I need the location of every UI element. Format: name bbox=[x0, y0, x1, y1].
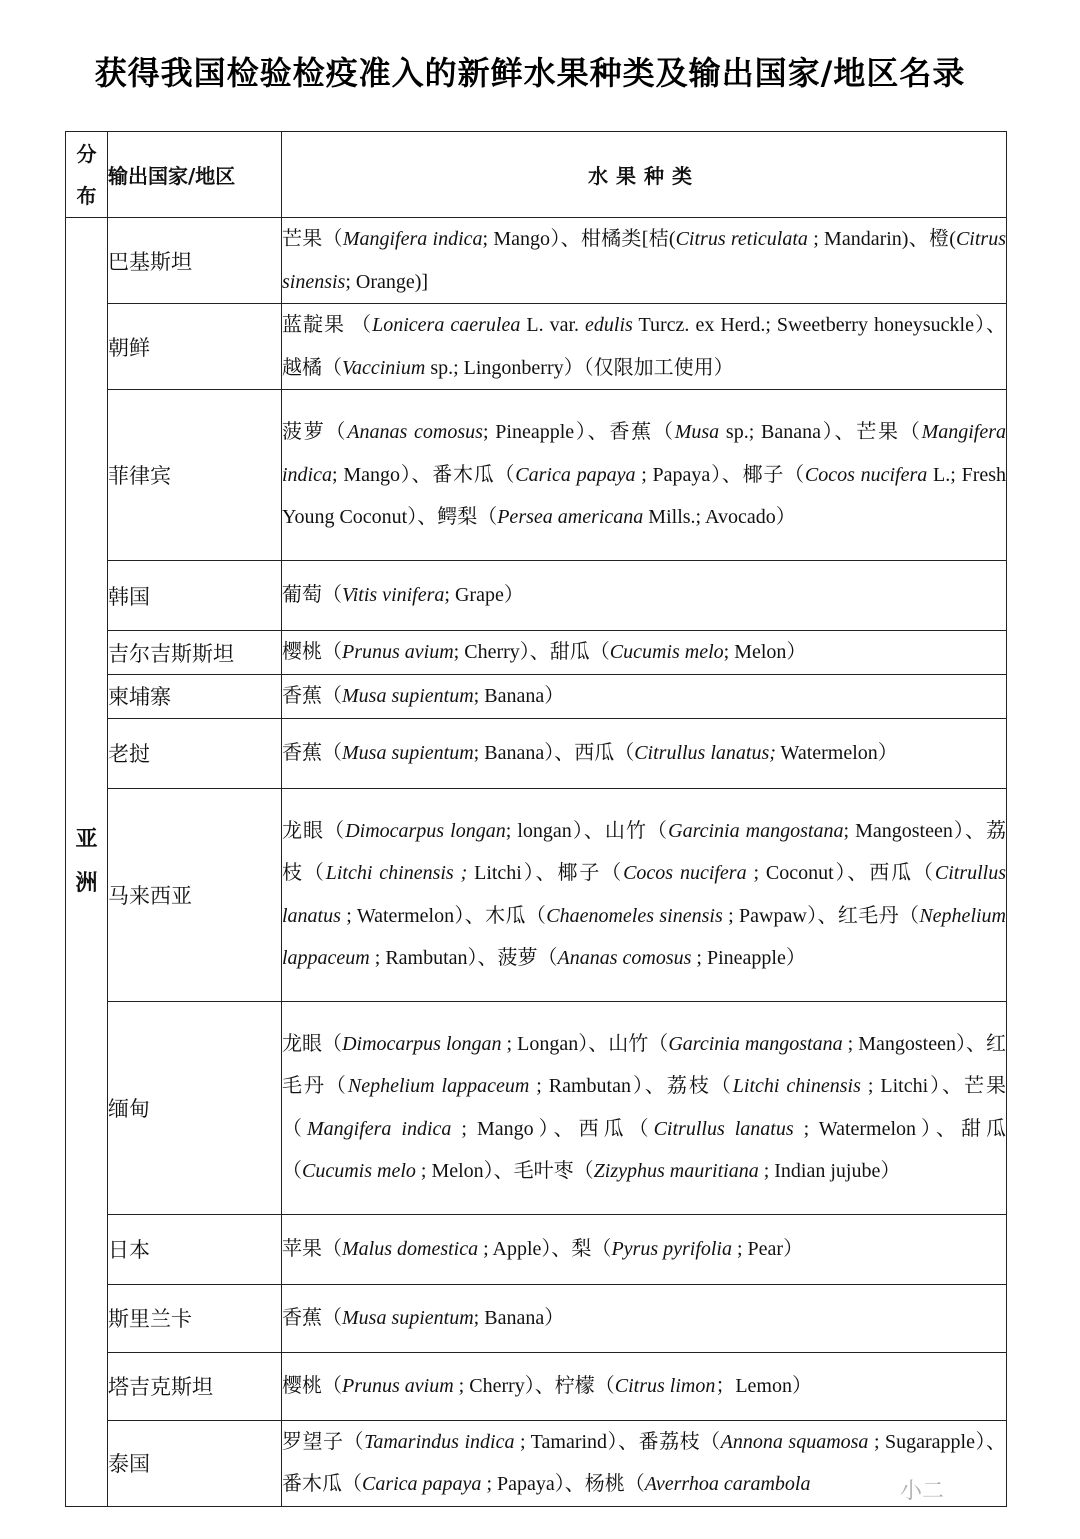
fruit-cell: 樱桃（Prunus avium ; Cherry）、柠檬（Citrus limon；Lemon） bbox=[282, 1352, 1007, 1420]
distribution-header: 分 布 bbox=[66, 132, 108, 218]
region-cell: 亚 洲 bbox=[66, 218, 108, 1507]
fruit-cell: 苹果（Malus domestica ; Apple）、梨（Pyrus pyrifolia ; Pear） bbox=[282, 1214, 1007, 1284]
country-cell: 菲律宾 bbox=[108, 390, 282, 561]
fruit-cell: 龙眼（Dimocarpus longan; longan）、山竹（Garcinia mangostana; Mangosteen）、荔枝（Litchi chinensis ; Litchi）、椰子（Cocos nucifera ; Coconut）、西瓜（Citrullus lanatus ; Watermelon）、木瓜（Chaenomeles sinensis ; Pawpaw）、红毛丹（Nephelium lappaceum ; Rambutan）、菠萝（Ananas comosus ; Pineapple） bbox=[282, 788, 1007, 1001]
country-cell: 斯里兰卡 bbox=[108, 1284, 282, 1352]
table-row bbox=[66, 304, 1007, 390]
table-row bbox=[66, 718, 1007, 788]
table-header-row bbox=[66, 132, 1007, 218]
table-row bbox=[66, 1214, 1007, 1284]
page-title: 获得我国检验检疫准入的新鲜水果种类及输出国家/地区名录 bbox=[94, 54, 966, 92]
country-cell: 韩国 bbox=[108, 561, 282, 631]
country-cell: 缅甸 bbox=[108, 1001, 282, 1214]
table-row bbox=[66, 218, 1007, 304]
table-row bbox=[66, 561, 1007, 631]
fruit-table bbox=[65, 131, 1007, 1507]
country-cell: 朝鲜 bbox=[108, 304, 282, 390]
table-row bbox=[66, 1352, 1007, 1420]
table-row bbox=[66, 675, 1007, 719]
table-row bbox=[66, 1001, 1007, 1214]
country-cell: 柬埔寨 bbox=[108, 675, 282, 719]
fruit-cell: 香蕉（Musa supientum; Banana）、西瓜（Citrullus lanatus; Watermelon） bbox=[282, 718, 1007, 788]
fruit-cell: 香蕉（Musa supientum; Banana） bbox=[282, 1284, 1007, 1352]
country-cell: 老挝 bbox=[108, 718, 282, 788]
country-cell: 马来西亚 bbox=[108, 788, 282, 1001]
fruit-cell: 罗望子（Tamarindus indica ; Tamarind）、番荔枝（Annona squamosa ; Sugarapple）、番木瓜（Carica papaya ; Papaya）、杨桃（Averrhoa carambola bbox=[282, 1420, 1007, 1506]
fruit-cell: 龙眼（Dimocarpus longan ; Longan）、山竹（Garcinia mangostana ; Mangosteen）、红毛丹（Nephelium lappaceum ; Rambutan）、荔枝（Litchi chinensis ; Litchi）、芒果（Mangifera indica ; Mango）、西瓜（Citrullus lanatus ; Watermelon）、甜瓜（Cucumis melo ; Melon）、毛叶枣（Zizyphus mauritiana ; Indian jujube） bbox=[282, 1001, 1007, 1214]
fruit-cell: 樱桃（Prunus avium; Cherry）、甜瓜（Cucumis melo; Melon） bbox=[282, 631, 1007, 675]
fruit-header: 水果种类 bbox=[282, 132, 1007, 218]
fruit-cell: 芒果（Mangifera indica; Mango）、柑橘类[桔(Citrus reticulata ; Mandarin)、橙(Citrus sinensis; Orange)] bbox=[282, 218, 1007, 304]
fruit-cell: 葡萄（Vitis vinifera; Grape） bbox=[282, 561, 1007, 631]
fruit-cell: 香蕉（Musa supientum; Banana） bbox=[282, 675, 1007, 719]
table-row bbox=[66, 631, 1007, 675]
watermark: 小二 bbox=[900, 1479, 945, 1504]
country-cell: 吉尔吉斯斯坦 bbox=[108, 631, 282, 675]
fruit-cell: 菠萝（Ananas comosus; Pineapple）、香蕉（Musa sp.; Banana）、芒果（Mangifera indica; Mango）、番木瓜（Carica papaya ; Papaya）、椰子（Cocos nucifera L.; Fresh Young Coconut）、鳄梨（Persea americana Mills.; Avocado） bbox=[282, 390, 1007, 561]
fruit-cell: 蓝靛果 （Lonicera caerulea L. var. edulis Turcz. ex Herd.; Sweetberry honeysuckle）、越橘（Vaccinium sp.; Lingonberry）（仅限加工使用） bbox=[282, 304, 1007, 390]
table-row bbox=[66, 1420, 1007, 1506]
country-cell: 日本 bbox=[108, 1214, 282, 1284]
country-header: 输出国家/地区 bbox=[108, 132, 282, 218]
table-row bbox=[66, 788, 1007, 1001]
country-cell: 泰国 bbox=[108, 1420, 282, 1506]
table-row bbox=[66, 390, 1007, 561]
country-cell: 巴基斯坦 bbox=[108, 218, 282, 304]
table-row bbox=[66, 1284, 1007, 1352]
country-cell: 塔吉克斯坦 bbox=[108, 1352, 282, 1420]
